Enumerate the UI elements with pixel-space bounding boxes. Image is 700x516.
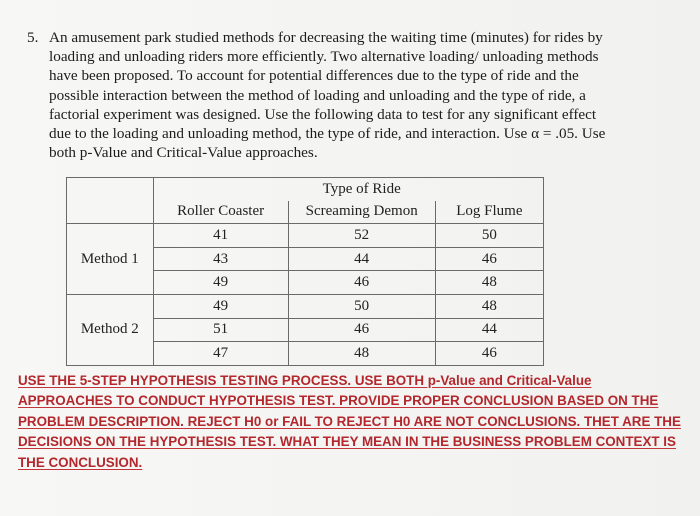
- table-cell: 48: [435, 294, 543, 318]
- table-cell: 46: [288, 271, 435, 295]
- table-corner-cell: [67, 201, 154, 224]
- table-group-header: Type of Ride: [288, 178, 435, 201]
- instructions-block: [18, 371, 683, 473]
- row-label-method-2: Method 2: [67, 294, 154, 365]
- table-header-row: [67, 178, 544, 201]
- table-cell: 43: [153, 247, 288, 271]
- problem-line: have been proposed. To account for potential differences due to the type of ride and the: [49, 67, 579, 85]
- problem-line: possible interaction between the method of loading and unloading and the type of ride, a: [49, 86, 586, 104]
- problem-line: factorial experiment was designed. Use the following data to test for any significant effect: [49, 105, 597, 123]
- problem-line: due to the loading and unloading method, the type of ride, and interaction. Use α = .05. Use: [49, 125, 606, 143]
- table-cell: 52: [288, 224, 435, 248]
- table-cell: 46: [288, 318, 435, 342]
- table-cell: 46: [435, 247, 543, 271]
- column-header-log-flume: Log Flume: [435, 201, 543, 224]
- instruction-line: THE CONCLUSION.: [18, 454, 143, 470]
- table-cell: 46: [435, 342, 543, 366]
- problem-number: 5.: [27, 29, 39, 46]
- table-cell: 51: [153, 318, 288, 342]
- table-row: [67, 294, 544, 318]
- instruction-line: DECISIONS ON THE HYPOTHESIS TEST. WHAT THEY MEAN IN THE BUSINESS PROBLEM CONTEXT IS: [18, 434, 676, 450]
- table-column-header-row: [67, 201, 544, 224]
- problem-line: both p-Value and Critical-Value approaches.: [49, 144, 318, 162]
- table-cell: 44: [435, 318, 543, 342]
- table-cell: [153, 178, 288, 201]
- table-corner-cell: [67, 178, 154, 201]
- table-cell: [435, 178, 543, 201]
- table-cell: 48: [435, 271, 543, 295]
- table-cell: 50: [435, 224, 543, 248]
- table-cell: 41: [153, 224, 288, 248]
- instruction-line: APPROACHES TO CONDUCT HYPOTHESIS TEST. PROVIDE PROPER CONCLUSION BASED ON THE: [18, 393, 659, 409]
- table-cell: 49: [153, 294, 288, 318]
- table-cell: 48: [288, 342, 435, 366]
- table-cell: 47: [153, 342, 288, 366]
- data-table: [66, 177, 544, 366]
- column-header-screaming-demon: Screaming Demon: [288, 201, 435, 224]
- table-cell: 44: [288, 247, 435, 271]
- column-header-roller-coaster: Roller Coaster: [153, 201, 288, 224]
- instruction-line: PROBLEM DESCRIPTION. REJECT H0 or FAIL TO REJECT H0 ARE NOT CONCLUSIONS. THET ARE THE: [18, 413, 681, 429]
- instruction-line: USE THE 5-STEP HYPOTHESIS TESTING PROCESS. USE BOTH p-Value and Critical-Value: [18, 373, 592, 388]
- problem-line: An amusement park studied methods for decreasing the waiting time (minutes) for rides by: [49, 29, 603, 46]
- problem-text: [49, 28, 677, 162]
- table-cell: 50: [288, 294, 435, 318]
- problem-line: loading and unloading riders more efficiently. Two alternative loading/ unloading methods: [49, 48, 599, 66]
- table-row: [67, 224, 544, 248]
- row-label-method-1: Method 1: [67, 224, 154, 295]
- table-cell: 49: [153, 271, 288, 295]
